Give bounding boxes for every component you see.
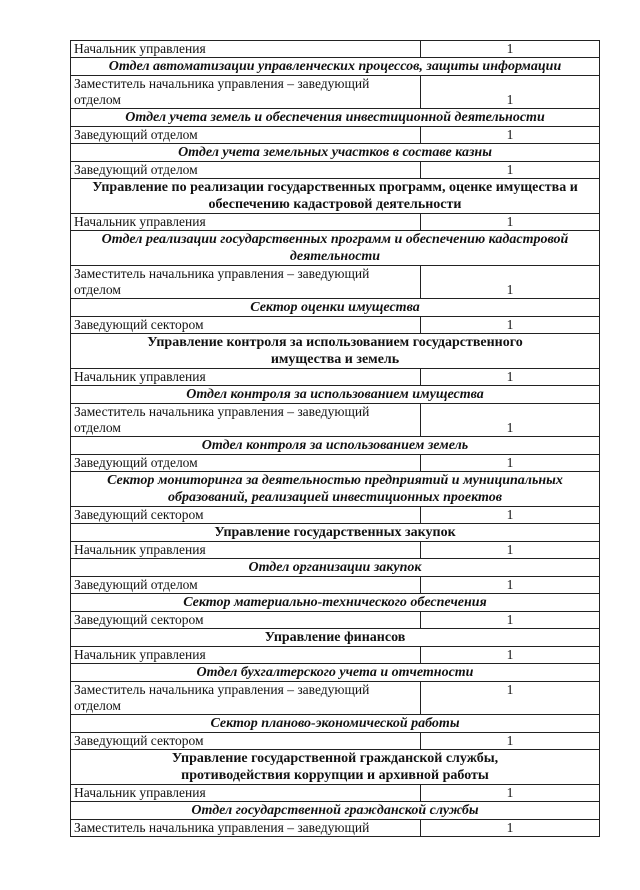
department-title: Отдел бухгалтерского учета и отчетности	[71, 664, 600, 682]
position-line: Заведующий отделом	[74, 127, 198, 142]
staffing-table-body	[71, 41, 600, 837]
department-header-row	[71, 144, 600, 162]
position-line: отделом	[74, 420, 121, 435]
position-name	[71, 404, 421, 437]
department-header-row	[71, 559, 600, 577]
department-title: Отдел контроля за использованием земель	[71, 437, 600, 455]
position-line: Заведующий отделом	[74, 162, 198, 177]
position-row	[71, 542, 600, 559]
title-line: Отдел реализации государственных программ и обеспечению кадастровой	[101, 232, 569, 247]
position-line: Заведующий сектором	[74, 612, 204, 627]
title-line: противодействия коррупции и архивной работы	[181, 768, 489, 783]
position-line: Заместитель начальника управления – заведующий	[74, 266, 370, 281]
title-line: Управление государственной гражданской службы,	[171, 751, 499, 766]
position-line: Заведующий сектором	[74, 507, 204, 522]
position-name	[71, 266, 421, 299]
department-title: Отдел государственной гражданской службы	[71, 802, 600, 820]
position-line: Начальник управления	[74, 41, 206, 56]
position-row	[71, 785, 600, 802]
position-name	[71, 682, 421, 715]
position-line: отделом	[74, 92, 121, 107]
position-line: Заведующий отделом	[74, 577, 198, 592]
title-line: Управление финансов	[264, 630, 406, 645]
position-line: Заведующий сектором	[74, 317, 204, 332]
position-count: 1	[421, 127, 600, 144]
position-line: Заведующий отделом	[74, 455, 198, 470]
department-header-row	[71, 299, 600, 317]
directorate-header-row	[71, 524, 600, 542]
position-count: 1	[421, 455, 600, 472]
position-count: 1	[421, 162, 600, 179]
directorate-title	[71, 524, 600, 542]
position-row	[71, 647, 600, 664]
position-name	[71, 162, 421, 179]
department-title: Сектор материально-технического обеспечения	[71, 594, 600, 612]
position-line: Начальник управления	[74, 647, 206, 662]
position-name	[71, 127, 421, 144]
position-row	[71, 76, 600, 109]
position-row	[71, 41, 600, 58]
department-header-row	[71, 58, 600, 76]
position-row	[71, 612, 600, 629]
department-header-row	[71, 472, 600, 507]
title-line: Управление по реализации государственных программ, оценке имущества и	[92, 180, 578, 195]
position-row	[71, 162, 600, 179]
position-count: 1	[421, 41, 600, 58]
position-line: Заведующий сектором	[74, 733, 204, 748]
department-title: Отдел учета земельных участков в составе казны	[71, 144, 600, 162]
position-count: 1	[421, 647, 600, 664]
position-row	[71, 214, 600, 231]
position-name	[71, 214, 421, 231]
position-count: 1	[421, 507, 600, 524]
title-line: Управление контроля за использованием государственного	[147, 335, 523, 350]
position-count: 1	[421, 612, 600, 629]
directorate-title	[71, 629, 600, 647]
department-title: Отдел учета земель и обеспечения инвестиционной деятельности	[71, 109, 600, 127]
position-name	[71, 612, 421, 629]
department-title: Отдел контроля за использованием имущества	[71, 386, 600, 404]
position-count: 1	[421, 317, 600, 334]
position-row	[71, 682, 600, 715]
position-name	[71, 733, 421, 750]
position-line: Заместитель начальника управления – заведующий	[74, 76, 370, 91]
department-title: Отдел автоматизации управленческих процессов, защиты информации	[71, 58, 600, 76]
position-count: 1	[421, 404, 600, 437]
title-line: обеспечению кадастровой деятельности	[208, 197, 462, 212]
position-name	[71, 785, 421, 802]
position-count: 1	[421, 542, 600, 559]
position-row	[71, 820, 600, 837]
department-header-row	[71, 664, 600, 682]
directorate-header-row	[71, 179, 600, 214]
directorate-header-row	[71, 750, 600, 785]
position-row	[71, 733, 600, 750]
department-title: Сектор оценки имущества	[71, 299, 600, 317]
position-count: 1	[421, 76, 600, 109]
department-title: Отдел организации закупок	[71, 559, 600, 577]
position-name	[71, 542, 421, 559]
department-title	[71, 472, 600, 507]
department-header-row	[71, 802, 600, 820]
position-line: Заместитель начальника управления – заведующий	[74, 404, 370, 419]
position-name	[71, 647, 421, 664]
directorate-title	[71, 750, 600, 785]
position-row	[71, 455, 600, 472]
position-name	[71, 455, 421, 472]
department-header-row	[71, 437, 600, 455]
directorate-title	[71, 179, 600, 214]
position-name	[71, 577, 421, 594]
department-header-row	[71, 109, 600, 127]
position-row	[71, 266, 600, 299]
position-line: отделом	[74, 282, 121, 297]
position-count: 1	[421, 820, 600, 837]
position-line: Заместитель начальника управления – заведующий	[74, 682, 370, 697]
position-count: 1	[421, 577, 600, 594]
directorate-header-row	[71, 629, 600, 647]
position-row	[71, 369, 600, 386]
position-line: Начальник управления	[74, 542, 206, 557]
position-row	[71, 577, 600, 594]
staffing-table	[70, 40, 600, 837]
department-header-row	[71, 715, 600, 733]
department-header-row	[71, 386, 600, 404]
position-line: Заместитель начальника управления – заведующий	[74, 820, 370, 835]
position-count: 1	[421, 214, 600, 231]
department-title	[71, 231, 600, 266]
position-count: 1	[421, 785, 600, 802]
position-row	[71, 404, 600, 437]
position-name	[71, 41, 421, 58]
title-line: имущества и земель	[270, 352, 400, 367]
title-line: деятельности	[289, 249, 381, 264]
title-line: образований, реализацией инвестиционных проектов	[167, 490, 503, 505]
department-header-row	[71, 594, 600, 612]
position-count: 1	[421, 733, 600, 750]
position-row	[71, 317, 600, 334]
position-name	[71, 507, 421, 524]
position-count: 1	[421, 266, 600, 299]
directorate-header-row	[71, 334, 600, 369]
position-name	[71, 76, 421, 109]
title-line: Управление государственных закупок	[214, 525, 456, 540]
department-title: Сектор планово-экономической работы	[71, 715, 600, 733]
directorate-title	[71, 334, 600, 369]
position-count: 1	[421, 682, 600, 715]
position-line: отделом	[74, 698, 121, 713]
position-name	[71, 317, 421, 334]
department-header-row	[71, 231, 600, 266]
position-name	[71, 820, 421, 837]
position-row	[71, 127, 600, 144]
position-line: Начальник управления	[74, 785, 206, 800]
title-line: Сектор мониторинга за деятельностью предприятий и муниципальных	[107, 473, 563, 488]
position-line: Начальник управления	[74, 369, 206, 384]
position-line: Начальник управления	[74, 214, 206, 229]
position-name	[71, 369, 421, 386]
position-count: 1	[421, 369, 600, 386]
position-row	[71, 507, 600, 524]
